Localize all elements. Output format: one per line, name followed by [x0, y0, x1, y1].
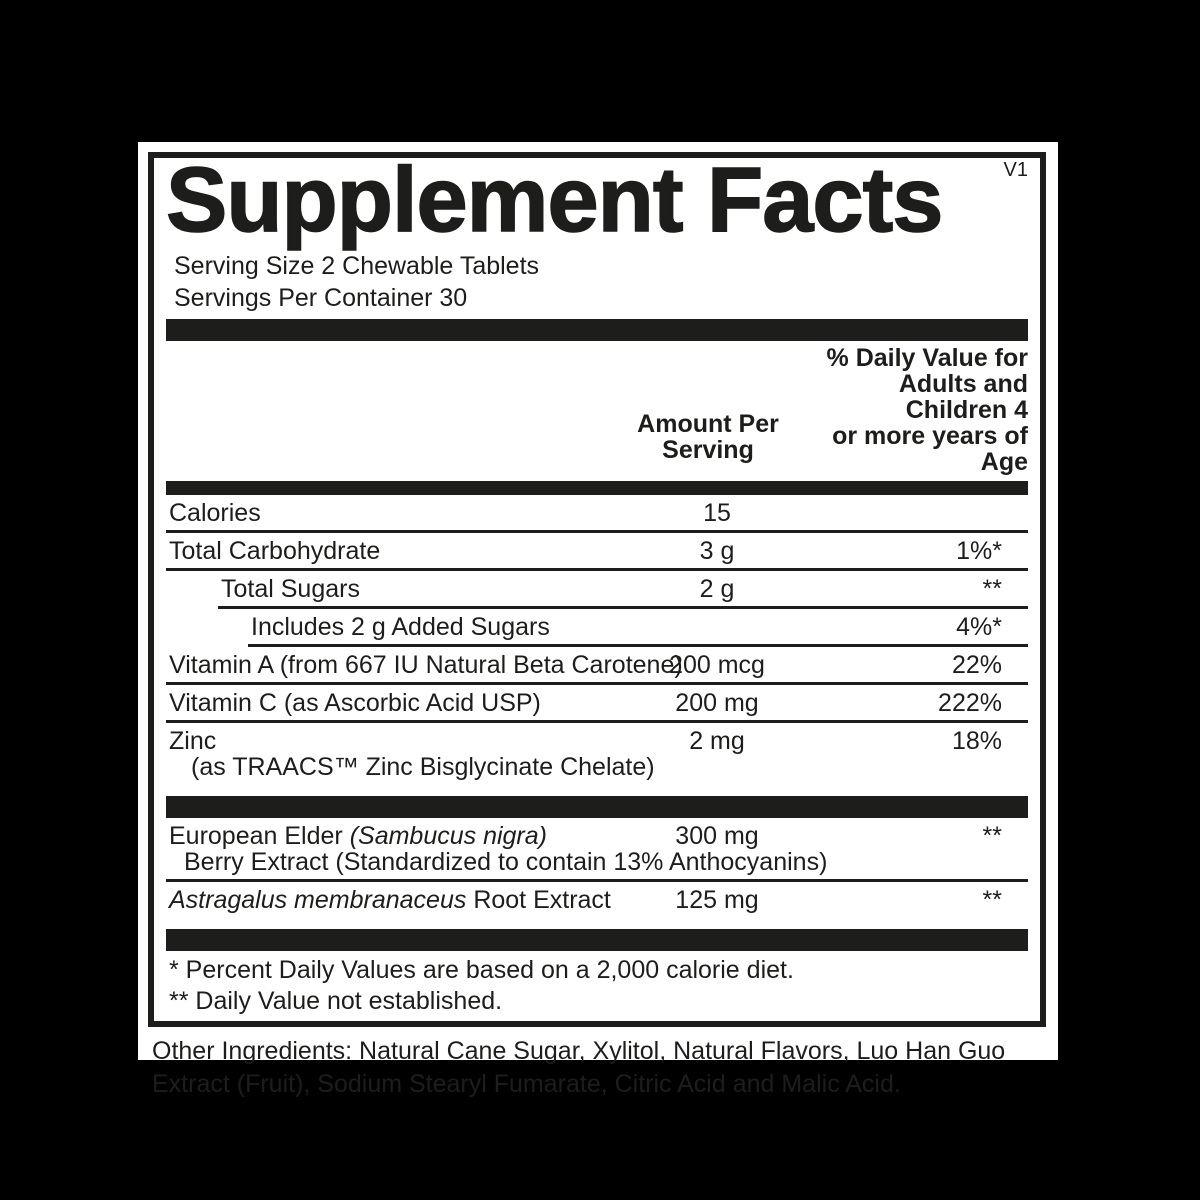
servings-per-container-line: Servings Per Container 30 — [174, 284, 468, 312]
footnotes — [166, 955, 1028, 1017]
nutrient-row — [166, 818, 1028, 879]
nutrient-rows — [166, 495, 1028, 951]
header-dv-line: Adults and Children 4 — [898, 370, 1028, 424]
daily-value-percent: 18% — [951, 727, 1002, 755]
amount-per-serving-value: 2 mg — [689, 727, 745, 755]
nutrient-name-text: European Elder — [169, 822, 350, 850]
nutrient-name-text: Vitamin A (from 667 IU Natural Beta Carotene) — [169, 651, 683, 679]
header-dv-line: or more years of Age — [832, 422, 1028, 476]
footnote-not-established: ** Daily Value not established. — [169, 987, 503, 1015]
header-divider-bar — [166, 481, 1028, 495]
nutrient-name-line2: (as TRAACS™ Zinc Bisglycinate Chelate) — [191, 753, 655, 781]
nutrient-row — [166, 647, 1028, 682]
header-dv-line: % Daily Value for — [826, 344, 1028, 372]
amount-per-serving-value: 200 mg — [675, 689, 759, 717]
nutrient-row — [166, 882, 1028, 917]
nutrient-row — [166, 609, 1028, 644]
nutrient-row — [166, 723, 1028, 784]
label-plate — [138, 142, 1058, 1098]
version-tag: V1 — [1003, 159, 1028, 181]
daily-value-percent: ** — [982, 886, 1002, 914]
section-divider-bar — [166, 796, 1028, 818]
nutrient-row — [166, 533, 1028, 568]
nutrient-name-text: Root Extract — [466, 886, 611, 914]
amount-per-serving-value: 200 mcg — [669, 651, 765, 679]
nutrient-name — [166, 727, 655, 781]
nutrient-name — [166, 500, 623, 526]
amount-per-serving-value: 300 mg — [675, 822, 759, 850]
panel-title: Supplement Facts — [166, 149, 943, 251]
botanical-name: Astragalus membranaceus — [169, 886, 467, 914]
header-amount-line: Amount Per — [637, 410, 779, 438]
nutrient-name-text: Vitamin C (as Ascorbic Acid USP) — [169, 689, 541, 717]
nutrient-name — [166, 614, 623, 640]
nutrient-name-text: Total Carbohydrate — [169, 537, 381, 565]
amount-per-serving-value: 15 — [703, 499, 731, 527]
nutrient-name-text: Zinc — [169, 727, 217, 755]
daily-value-percent: 4%* — [956, 613, 1002, 641]
header-amount-cell — [623, 411, 793, 463]
nutrient-row — [166, 685, 1028, 720]
supplement-facts-panel — [148, 149, 1046, 1027]
nutrient-name — [166, 538, 623, 564]
daily-value-percent: 1%* — [956, 537, 1002, 565]
nutrient-row — [166, 571, 1028, 606]
serving-size-line: Serving Size 2 Chewable Tablets — [174, 252, 540, 280]
other-ingredients: Other Ingredients: Natural Cane Sugar, Xylitol, Natural Flavors, Luo Han Guo Extract (Fruit), Sodium Stearyl Fumarate, Citric Acid and Malic Acid. — [152, 1037, 1006, 1098]
nutrient-name-line2: Berry Extract (Standardized to contain 13% Anthocyanins) — [184, 848, 828, 876]
nutrient-name — [166, 576, 623, 602]
daily-value-percent: ** — [982, 575, 1002, 603]
nutrient-name-text: Total Sugars — [221, 575, 360, 603]
nutrient-row — [166, 495, 1028, 530]
daily-value-percent: ** — [982, 822, 1002, 850]
table-header — [166, 341, 1028, 481]
nutrient-name-text: Includes 2 g Added Sugars — [251, 613, 550, 641]
section-divider-bar — [166, 319, 1028, 341]
nutrient-name — [166, 690, 623, 716]
amount-per-serving-value: 125 mg — [675, 886, 759, 914]
amount-per-serving-value: 3 g — [699, 537, 735, 565]
amount-per-serving-value: 2 g — [699, 575, 735, 603]
nutrient-name-text: Calories — [169, 499, 261, 527]
nutrient-name — [166, 887, 623, 913]
title-block — [166, 149, 1028, 251]
header-dv-cell — [793, 345, 1028, 475]
section-divider-bar — [166, 929, 1028, 951]
daily-value-percent: 22% — [951, 651, 1002, 679]
daily-value-percent: 222% — [938, 689, 1002, 717]
nutrient-name — [166, 651, 683, 679]
footnote-daily-values: * Percent Daily Values are based on a 2,000 calorie diet. — [169, 956, 794, 984]
botanical-name: (Sambucus nigra) — [349, 822, 547, 850]
header-amount-line: Serving — [662, 436, 754, 464]
